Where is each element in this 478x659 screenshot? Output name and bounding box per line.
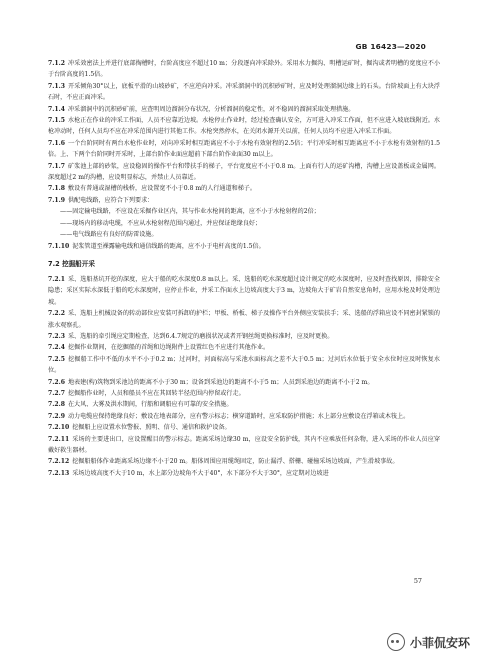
- clause-number: 7.2.8: [48, 401, 65, 409]
- clause-number: 7.2.9: [48, 412, 65, 420]
- clause-number: 7.1.8: [48, 185, 65, 193]
- clause-text: 采场的主要进出口，应设置醒目的警示标志。距离采场边缘30 m，应设安全防护线，其内不应乘放任何杂物，进入采场的作业人员应穿戴好救生器材。: [48, 435, 440, 454]
- clause-text: 动力电缆应保持绝缘良好；敷设在地表部分，应有警示标志；横穿道路时，应采取防护措施；水上部分应敷设在浮箱或木筏上。: [67, 412, 410, 420]
- page-number: 57: [413, 577, 422, 585]
- clause-number: 7.2.4: [48, 344, 65, 352]
- clause-number: 7.2.3: [48, 332, 65, 340]
- clause-7-2-12: [48, 456, 440, 467]
- clause-text: 开采倾角30°以上，底板平滑的山坡砂矿，不应逆向冲采。冲采溜洞中的沉积砂矿时，应及时处理溜洞边缘上的石头。台阶坡面上有大块浮石时，不应正面冲采。: [48, 82, 440, 102]
- clause-text: 在大风、大雾及洪水期间，行船和调船应有可靠的安全措施。: [67, 401, 233, 409]
- clause-7-2-6: [48, 377, 440, 388]
- dash-item: ——固定输电线路，不应设在采掘作业区内，其与作业水枪间的距离，应不小于水枪射程的2倍；: [60, 208, 320, 216]
- clause-7-2-11: [48, 434, 440, 457]
- clause-7-2-4: [48, 342, 440, 353]
- clause-number: 7.1.2: [48, 60, 65, 67]
- clause-number: 7.1.5: [48, 117, 65, 125]
- paragraph-group-7-1: [48, 58, 440, 252]
- section-number: 7.2: [48, 259, 60, 268]
- clause-number: 7.2.7: [48, 389, 65, 397]
- clause-7-1-5: [48, 115, 440, 138]
- clause-7-1-7: [48, 161, 440, 184]
- clause-text: 采场边坡高度不大于10 m，水上部分边坡角不大于40°，水下部分不大于30°，应定期对边坡进: [72, 469, 329, 477]
- clause-7-2-13: [48, 468, 440, 479]
- clause-text: 挖掘船工作中不低的水平不小于0.2 m；过河时，河面标高与采池水面标高之差不大于0.5 m；过河后水位低于安全水位时应及时恢复水位。: [48, 355, 440, 375]
- clause-text: 敷设有普通或湿槽的栈桥，应设置宽不小于0.8 m的人行通道和梯子。: [67, 185, 256, 193]
- clause-text: 泥浆管道至裸露输电线和通信线路的距离，应不小于电杆高度的1.5倍。: [72, 242, 265, 250]
- clause-text: 挖掘作业期间，在挖掘船的首绳和边绳附件上设置红色不应进行其他作业。: [67, 344, 270, 352]
- clause-7-1-6: [48, 138, 440, 161]
- clause-text: 冲采溜洞中的沉积砂矿前，应查明周边溜洞分布状况，分析溜洞的稳定性，对不稳固的溜洞采取处理措施。: [67, 105, 355, 113]
- document-body: [48, 58, 440, 479]
- clause-7-2-5: [48, 354, 440, 377]
- clause-number: 7.2.6: [48, 378, 65, 386]
- clause-number: 7.2.1: [48, 275, 65, 283]
- clause-number: 7.1.4: [48, 105, 65, 113]
- dash-item: ——电气线路应有良好的防雷设施。: [60, 231, 158, 239]
- clause-text: 挖掘船作业时，人员和船员不应在其回转半径范围内停留或行走。: [67, 389, 245, 397]
- clause-number: 7.2.5: [48, 355, 65, 363]
- section-title: 挖掘船开采: [61, 259, 95, 268]
- clause-7-1-10: [48, 241, 440, 252]
- clause-text: 矿浆池上部的砂浆，应设稳固的操作平台和带扶手的梯子，平台宽度应不小于0.8 m。上面有行人的运矿沟槽，沟槽上应设盖板或金属网。深度超过2 m的沟槽，应设明显标志，并禁止人员靠近。: [48, 162, 440, 182]
- clause-text: 挖掘船上应设置水位警报、照明、信号、通信和救护设备。: [72, 424, 231, 432]
- clause-text: 地表建(构)筑物到采池边的距离不小于30 m；设备到采池边的距离不小于5 m；人员到采池边的距离不小于2 m。: [67, 378, 374, 386]
- dash-item: ——现场内的移动电缆，不应从水枪射程范围内通过，并应保证绝缘良好；: [60, 219, 262, 227]
- clause-text: 采、选船上机械设备的转动部位应安装可拆卸的护栏；甲板、桥板、梯子及操作平台外侧应安装扶手；采、选船的浮箱应设不同密封紧锁的涨水观察孔。: [48, 310, 440, 329]
- clause-7-2-9: [48, 411, 440, 422]
- clause-7-2-8: [48, 399, 440, 410]
- clause-text: 冲采效密法上并进行底部掏槽时，台阶高度应不超过10 m；分段逐向冲采除外。采用水力掘沟、明槽运矿时，掘沟或者明槽的宽度应不小于台阶高度的1.5倍。: [48, 60, 440, 79]
- paragraph-group-7-2: [48, 274, 440, 479]
- clause-number: 7.2.11: [48, 435, 70, 443]
- clause-number: 7.1.9: [48, 196, 65, 204]
- clause-number: 7.2.13: [48, 469, 70, 477]
- clause-number: 7.1.7: [48, 162, 65, 170]
- clause-7-1-8: [48, 183, 440, 194]
- clause-number: 7.2.12: [48, 458, 70, 466]
- watermark: [387, 631, 470, 653]
- clause-7-1-9: [48, 195, 440, 206]
- clause-7-2-2: [48, 308, 440, 331]
- clause-text: 挖掘船船体作业距离采场边缘不小于20 m。船体周围应用缆绳固定，防止漏浮、搭栅、碰撞采场边坡面，产生滑坡事故。: [72, 458, 399, 466]
- watermark-text: 小菲侃安环: [409, 635, 470, 650]
- section-heading-7-2: [48, 258, 440, 270]
- clause-text: 供配电线路，应符合下列要求：: [67, 196, 154, 204]
- clause-number: 7.1.10: [48, 242, 70, 250]
- clause-text: 一个台阶同时有两台水枪作业时，对向冲采时相互距离应不小于水枪有效射程的2.5倍；平行冲采时相互距离应不小于水枪有效射程的1.5倍。上、下两个台阶同时开采时，上部台阶作业面应超前下部台阶作业面30 m以上。: [48, 139, 440, 159]
- clause-7-1-4: [48, 104, 440, 115]
- clause-text: 采、选船基坑开挖的深度，应大于船的吃水深度0.8 m以上。采、选船的吃水深度超过设计规定的吃水深度时，应及时查找原因，排除安全隐患；采区实际水深低于船的吃水深度时，应停止作业，并采工作面水上边坡高度大于3 m，边坡角大于矿岩自然安息角时，应用水枪及时处理边坡。: [48, 275, 440, 306]
- clause-7-2-3: [48, 331, 440, 342]
- wechat-logo-icon: [387, 633, 405, 651]
- clause-7-1-3: [48, 81, 440, 104]
- clause-number: 7.2.2: [48, 310, 65, 318]
- clause-text: 采、选船的牵引绳应定期检查，达到6.4.7规定的磨损状况或者开钢丝绳更换标准时，应及时更换。: [67, 332, 334, 340]
- standard-number: GB 16423—2020: [355, 42, 426, 51]
- clause-number: 7.1.6: [48, 139, 65, 147]
- clause-7-1-2: [48, 58, 440, 81]
- clause-7-2-7: [48, 388, 440, 399]
- clause-number: 7.1.3: [48, 82, 65, 90]
- clause-text: 水枪正在作业的冲采工作面，人员不应靠近边坡。水枪停止作业时，经过检查确认安全，方可进入冲采工作面，但不应进入坡底线附近。水枪冲动时，任何人员均不应在冲采范围内进行其他工作。水枪突然停水，在关闭水源开关以前，任何人员均不应进入冲采工作面。: [48, 117, 440, 136]
- clause-7-2-1: [48, 274, 440, 308]
- clause-7-2-10: [48, 422, 440, 433]
- clause-number: 7.2.10: [48, 424, 70, 432]
